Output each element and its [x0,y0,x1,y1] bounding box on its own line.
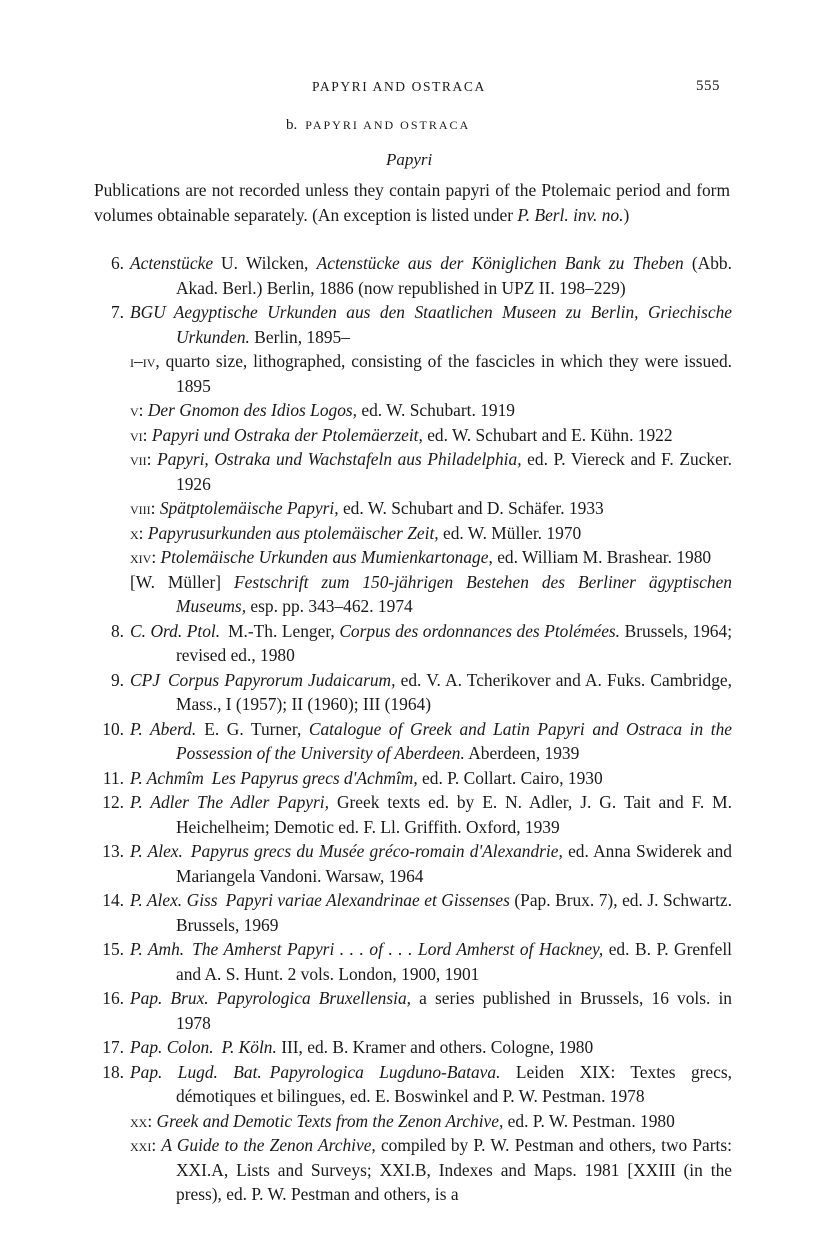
running-head: PAPYRI AND OSTRACA [312,79,486,94]
volume-title: Spätptolemäische Papyri, [159,498,339,518]
entry-number: 9. [110,669,124,690]
volume-rest: compiled by P. W. Pestman and others, two Parts: XXI.A, Lists and Surveys; XXI.B, Indexes and Maps. 1981 [XXIII (in the press), ed. P. W. Pestman and others, is a [176,1135,732,1204]
volume-rest: ed. W. Schubart. 1919 [361,400,515,420]
entry-abbr: Pap. Colon. [130,1037,214,1057]
entry-rest: Greek texts ed. by E. N. Adler, J. G. Tait and F. M. Heichelheim; Demotic ed. F. Ll. Griffith. Oxford, 1939 [176,792,732,837]
list-item [94,1035,732,1060]
volume-rest: ed. W. Müller. 1970 [443,522,582,543]
list-item [94,937,732,986]
section-heading [286,117,470,134]
entry-title: Corpus Papyrorum Judaicarum, [167,669,396,690]
volume-rest: esp. pp. 343–462. 1974 [250,596,413,616]
volume-number: vi: [130,424,148,445]
entry-abbr: C. Ord. Ptol. [130,620,221,641]
entry-number: 13. [102,841,124,861]
entry-title: Actenstücke aus der Königlichen Bank zu Theben [316,253,684,273]
entry-title: The Adler Papyri, [197,792,329,812]
entry-rest: Leiden XIX: Textes grecs, démotiques et bilingues, ed. E. Boswinkel and P. W. Pestman. 1978 [176,1061,732,1106]
entry-abbr: Pap. Brux. [130,988,209,1008]
entry-title: Les Papyrus grecs d'Achmîm, [211,767,418,788]
sub-item [94,545,732,570]
entry-abbr: P. Adler [130,792,189,812]
entry-abbr: P. Alex. [130,841,183,861]
entry-rest: ed. B. P. Grenfell and A. S. Hunt. 2 vols. London, 1900, 1901 [176,939,732,984]
entry-abbr: P. Achmîm [130,767,204,788]
intro-text-b: ) [623,204,630,225]
intro-text-a: Publications are not recorded unless they contain papyri of the Ptolemaic period and form volumes obtainable separately. (An exception is listed under [94,180,730,225]
entry-rest: ed. Anna Swiderek and Mariangela Vandoni. Warsaw, 1964 [176,841,732,886]
entry-lead: E. G. Turner, [204,718,309,739]
volume-title: A Guide to the Zenon Archive, [161,1135,376,1155]
subheading: Papyri [386,150,433,169]
entry-abbr: CPJ [130,669,160,690]
sub-item [94,1109,732,1134]
entry-abbr: P. Amh. [130,939,185,959]
entry-number: 10. [102,718,124,739]
volume-title: Papyrusurkunden aus ptolemäischer Zeit, [147,522,439,543]
volume-number: x: [130,522,144,543]
entry-rest: III, ed. B. Kramer and others. Cologne, 1980 [281,1037,594,1057]
entry-title: Papyrologica Lugduno-Batava. [269,1061,501,1082]
sub-item [94,447,732,496]
list-item [94,300,732,349]
list-item [94,1060,732,1109]
volume-title: Papyri, Ostraka und Wachstafeln aus Philadelphia, [157,449,522,469]
volume-number: xxi: [130,1135,157,1155]
page-number: 555 [696,78,720,94]
entry-number: 6. [110,253,124,273]
volume-title: Der Gnomon des Idios Logos, [147,400,358,420]
volume-number: xx: [130,1110,153,1131]
entry-title: Corpus des ordonnances des Ptolémées. [339,620,621,641]
sub-item [94,423,732,448]
volume-title: Greek and Demotic Texts from the Zenon Archive, [156,1110,504,1131]
volume-rest: quarto size, lithographed, consisting of the fascicles in which they were issued. 1895 [165,351,732,396]
list-item [94,790,732,839]
entry-rest: (Abb. Akad. Berl.) Berlin, 1886 (now republished in UPZ II. 198–229) [176,253,732,298]
list-item [94,766,732,791]
entry-lead: M.-Th. Lenger, [228,620,340,641]
sub-item [94,349,732,398]
entry-number: 11. [102,767,124,788]
intro-paragraph [94,178,730,227]
entry-abbr: BGU [130,302,166,322]
volume-number: vii: [130,449,152,469]
volume-author: [W. Müller] [130,571,222,592]
entry-number: 12. [102,792,124,812]
list-item [94,668,732,717]
entry-number: 15. [102,939,124,959]
volume-number: i–iv, [130,351,160,371]
list-item [94,251,732,300]
entry-rest: Aberdeen, 1939 [468,743,580,763]
entry-number: 18. [102,1061,124,1082]
entry-abbr: P. Alex. Giss [130,890,218,910]
entry-title: Papyrus grecs du Musée gréco-romain d'Alexandrie, [190,841,563,861]
entry-abbr: Pap. Lugd. Bat. [130,1061,262,1082]
entry-title: Catalogue of Greek and Latin Papyri and Ostraca in the Possession of the University of Aberdeen. [176,718,732,763]
volume-rest: ed. P. Viereck and F. Zucker. 1926 [176,449,732,494]
list-item [94,986,732,1035]
entry-title: Papyrologica Bruxellensia, [216,988,412,1008]
entry-rest: ed. P. Collart. Cairo, 1930 [422,767,603,788]
volume-number: xiv: [130,547,157,567]
list-item [94,619,732,668]
entry-number: 17. [102,1037,124,1057]
intro-italic: P. Berl. inv. no. [517,204,624,225]
sub-item [94,1133,732,1207]
sub-item [94,521,732,546]
entry-number: 14. [102,890,124,910]
list-item [94,888,732,937]
entry-rest: ed. V. A. Tcherikover and A. Fuks. Cambridge, Mass., I (1957); II (1960); III (1964) [176,669,732,714]
sub-item [94,496,732,521]
bibliography-list [94,251,732,1207]
entry-abbr: Actenstücke [130,253,214,273]
volume-rest: ed. W. Schubart and D. Schäfer. 1933 [342,498,604,518]
volume-rest: ed. P. W. Pestman. 1980 [507,1110,675,1131]
sub-item [94,570,732,619]
list-item [94,839,732,888]
entry-rest: (Pap. Brux. 7), ed. J. Schwartz. Brussels, 1969 [176,890,732,935]
volume-rest: ed. W. Schubart and E. Kühn. 1922 [427,424,673,445]
entry-number: 8. [110,620,124,641]
entry-title: Papyri variae Alexandrinae et Gissenses [225,890,510,910]
list-item [94,717,732,766]
entry-title: The Amherst Papyri . . . of . . . Lord Amherst of Hackney, [192,939,604,959]
volume-title: Ptolemäische Urkunden aus Mumienkartonage, [160,547,493,567]
volume-number: viii: [130,498,156,518]
entry-rest: Berlin, 1895– [254,326,350,347]
volume-title: Festschrift zum 150-jährigen Bestehen des Berliner ägyptischen Museums, [176,571,732,616]
sub-item [94,398,732,423]
entry-abbr: P. Aberd. [130,718,197,739]
volume-number: v: [130,400,144,420]
volume-rest: ed. William M. Brashear. 1980 [497,547,712,567]
entry-title: Aegyptische Urkunden aus den Staatlichen Museen zu Berlin, Griechische Urkunden. [173,302,732,347]
section-label: b. [286,117,298,133]
entry-number: 16. [102,988,124,1008]
entry-lead: U. Wilcken, [221,253,317,273]
section-title: PAPYRI AND OSTRACA [305,118,471,132]
entry-rest: a series published in Brussels, 16 vols. in 1978 [176,988,732,1033]
entry-title: P. Köln. [221,1037,277,1057]
entry-number: 7. [110,302,124,322]
volume-title: Papyri und Ostraka der Ptolemäerzeit, [151,424,423,445]
entry-rest: Brussels, 1964; revised ed., 1980 [176,620,733,665]
